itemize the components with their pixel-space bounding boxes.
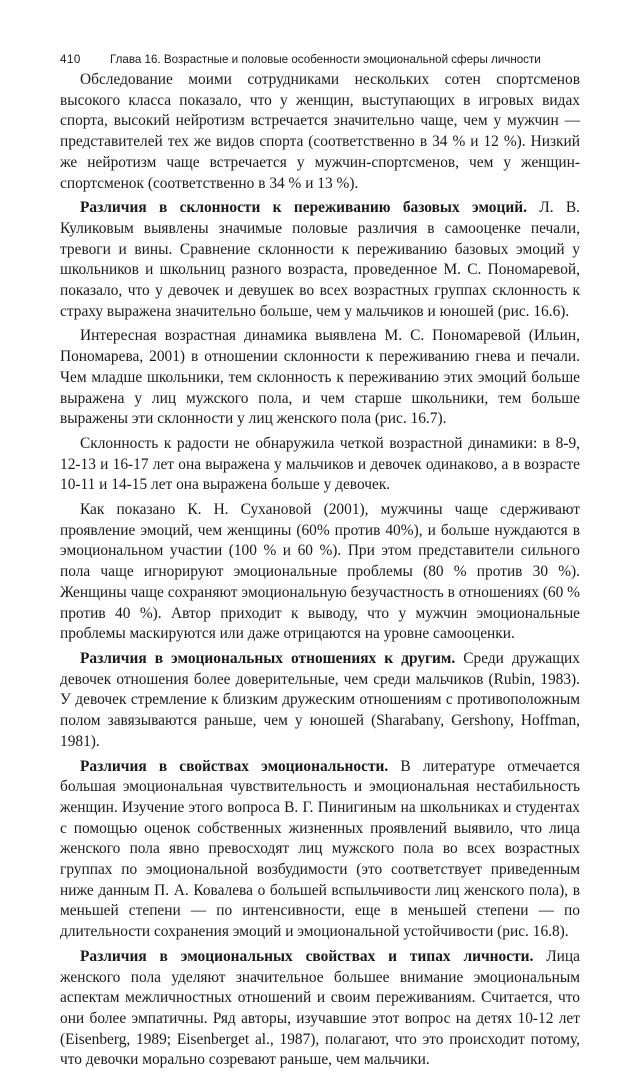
paragraph-text: Л. В. Куликовым выявлены значимые половые различия в самооценке печали, тревоги и вины. Сравнение склонности к переживанию базовых эмоций у школьников и школьниц разного возраста, проведенное М. С. Пономаревой, показало, что у девочек и девушек во всех возрастных группах склонность к страху выражена значительно больше, чем у мальчиков и юношей (рис. 16.6).	[60, 199, 580, 320]
paragraph-heading: Различия в склонности к переживанию базовых эмоций.	[80, 199, 527, 217]
running-title: Глава 16. Возрастные и половые особенности эмоциональной сферы личности	[110, 53, 541, 66]
paragraph	[60, 947, 580, 1071]
paragraph-heading: Различия в эмоциональных отношениях к другим.	[80, 649, 456, 667]
paragraph-text: Среди дружащих девочек отношения более доверительные, чем среди мальчиков (Rubin, 1983). У девочек стремление к близким дружеским отношениям с противоположным полом завязываются раньше, чем у юношей (Sharabany, Gershony, Hoffman, 1981).	[60, 649, 580, 750]
paragraph	[60, 198, 580, 322]
page-header	[60, 52, 580, 68]
paragraph	[60, 434, 580, 496]
paragraph	[60, 649, 580, 753]
paragraph-text: Обследование моими сотрудниками нескольких сотен спортсменов высокого класса показало, что у женщин, выступающих в игровых видах спорта, высокий нейротизм встречается значительно чаще, чем у мужчин — представителей тех же видов спорта (соответственно в 34 % и 12 %). Низкий же нейротизм чаще встречается у мужчин-спортсменов, чем у женщин-спортсменок (соответственно в 34 % и 13 %).	[60, 71, 580, 192]
paragraph-text: Интересная возрастная динамика выявлена М. С. Пономаревой (Ильин, Пономарева, 2001) в отношении склонности к переживанию гнева и печали. Чем младше школьники, тем склонность к переживанию этих эмоций больше выражена у лиц мужского пола, и чем старше школьники, тем больше выражены эти склонности у лиц женского пола (рис. 16.7).	[60, 327, 580, 428]
paragraph-text: Склонность к радости не обнаружила четкой возрастной динамики: в 8-9, 12-13 и 16-17 лет она выражена у мальчиков и девочек одинаково, а в возрасте 10-11 и 14-15 лет она выражена больше у девочек.	[60, 434, 580, 494]
paragraph	[60, 500, 580, 645]
paragraph	[60, 757, 580, 943]
page-number: 410	[60, 53, 81, 66]
paragraph-text: Как показано К. Н. Сухановой (2001), мужчины чаще сдерживают проявление эмоций, чем женщины (60% против 40%), и больше нуждаются в эмоциональном участии (100 % и 60 %). При этом представители сильного пола чаще игнорируют эмоциональные проблемы (80 % против 30 %). Женщины чаще сохраняют эмоциональную безучастность в отношениях (60 % против 40 %). Автор приходит к выводу, что у мужчин эмоциональные проблемы маскируются или даже отрицаются на уровне самооценки.	[60, 501, 580, 643]
page-body	[60, 70, 580, 1071]
paragraph-text: В литературе отмечается большая эмоциональная чувствительность и эмоциональная нестабильность женщин. Изучение этого вопроса В. Г. Пинигиным на школьниках и студентах с помощью оценок собственных жизненных проявлений выявило, что лица женского пола явно превосходят лиц мужского пола во всех возрастных группах по эмоциональной возбудимости (это соответствует приведенным ниже данным П. А. Ковалева о большей вспыльчивости лиц женского пола), в меньшей степени — по интенсивности, еще в меньшей степени — по длительности сохранения эмоций и эмоциональной устойчивости (рис. 16.8).	[60, 757, 580, 941]
paragraph-text: Лица женского пола уделяют значительное большее внимание эмоциональным аспектам межличностных отношений и своим переживаниям. Считается, что они более эмпатичны. Ряд авторы, изучавшие этот вопрос на детях 10-12 лет (Eisenberg, 1989; Eisenberget al., 1987), полагают, что это происходит потому, что девочки морально созревают раньше, чем мальчики.	[60, 947, 580, 1069]
paragraph	[60, 326, 580, 430]
paragraph-heading: Различия в эмоциональных свойствах и типах личности.	[80, 947, 534, 965]
paragraph	[60, 70, 580, 194]
paragraph-heading: Различия в свойствах эмоциональности.	[80, 757, 389, 775]
